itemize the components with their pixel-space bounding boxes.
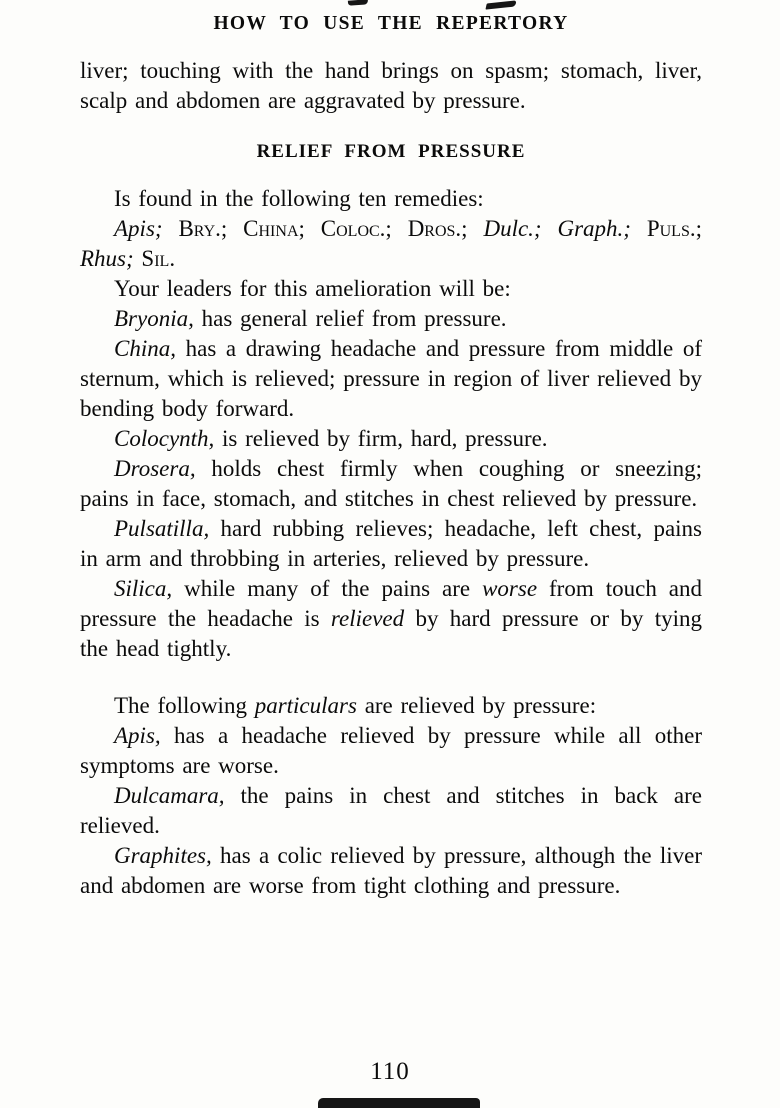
- text-run: Is found in the following ten remedies:: [114, 186, 484, 211]
- remedy-name: China,: [114, 336, 176, 361]
- paragraph-pulsatilla: [80, 514, 702, 574]
- running-header: HOW TO USE THE REPERTORY: [213, 13, 569, 34]
- paragraph-particulars: [80, 691, 702, 721]
- remedy-name: Drosera,: [114, 456, 196, 481]
- text-run: from touch and pressure the headache is: [80, 576, 703, 631]
- paragraph-bryonia: [80, 304, 702, 334]
- remedy-names-italic-1: Dulc.; Graph.;: [467, 216, 631, 241]
- text-run: hard rubbing relieves; headache, left chest, pains in arm and throbbing in arteries, relieved by pressure.: [80, 516, 702, 571]
- paragraph-silica: [80, 574, 702, 664]
- paragraph-remedy-list: [80, 214, 702, 274]
- text-run: holds chest firmly when coughing or sneezing; pains in face, stomach, and stitches in chest relieved by pressure.: [80, 456, 702, 511]
- text-run: Your leaders for this amelioration will be:: [114, 276, 511, 301]
- remedy-name: Pulsatilla,: [114, 516, 210, 541]
- remedy-names-smallcaps-1: Bry.; China; Coloc.; Dros.;: [162, 216, 468, 241]
- scan-artifact: [318, 1098, 480, 1108]
- paragraph-continuation: [80, 56, 702, 116]
- text-run: has a drawing headache and pressure from middle of sternum, which is relieved; pressure in region of liver relieved by bending body forward.: [80, 336, 702, 421]
- paragraph-apis: [80, 721, 702, 781]
- text-run: has a colic relieved by pressure, although the liver and abdomen are worse from tight clothing and pressure.: [80, 843, 702, 898]
- section-heading: RELIEF FROM PRESSURE: [256, 141, 526, 162]
- text-run: are relieved by pressure:: [356, 693, 597, 718]
- text-run: liver; touching with the hand brings on spasm; stomach, liver, scalp and abdomen are aggravated by pressure.: [80, 58, 702, 113]
- remedy-name-rhus: Rhus;: [80, 246, 134, 271]
- paragraph-china: [80, 334, 702, 424]
- remedy-name-apis: Apis;: [114, 216, 163, 241]
- remedy-name: Apis,: [114, 723, 161, 748]
- text-run: is relieved by firm, hard, pressure.: [214, 426, 548, 451]
- paragraph-leaders-intro: [80, 274, 702, 304]
- paragraph-colocynth: [80, 424, 702, 454]
- paragraph-dulcamara: [80, 781, 702, 841]
- text-run: has general relief from pressure.: [193, 306, 507, 331]
- page-number: 110: [370, 1058, 410, 1085]
- remedy-name: Dulcamara,: [114, 783, 225, 808]
- text-run: by hard pressure or by tying the head tightly.: [80, 606, 702, 661]
- emphasis-particulars: particulars: [254, 693, 357, 718]
- remedy-names-smallcaps-3: Sil.: [133, 246, 176, 271]
- remedy-name: Colocynth,: [114, 426, 215, 451]
- paragraph-drosera: [80, 454, 702, 514]
- text-run: while many of the pains are: [172, 576, 483, 601]
- remedy-name: Graphites,: [114, 843, 212, 868]
- remedy-names-smallcaps-2: Puls.;: [630, 216, 702, 241]
- remedy-name: Bryonia,: [114, 306, 194, 331]
- paragraph-graphites: [80, 841, 702, 901]
- remedy-name: Silica,: [114, 576, 173, 601]
- emphasis-relieved: relieved: [330, 606, 405, 631]
- paragraph-intro: [80, 184, 702, 214]
- text-run: the pains in chest and stitches in back are relieved.: [80, 783, 702, 838]
- text-run: The following: [114, 693, 255, 718]
- emphasis-worse: worse: [482, 576, 538, 601]
- text-run: has a headache relieved by pressure while all other symptoms are worse.: [80, 723, 702, 778]
